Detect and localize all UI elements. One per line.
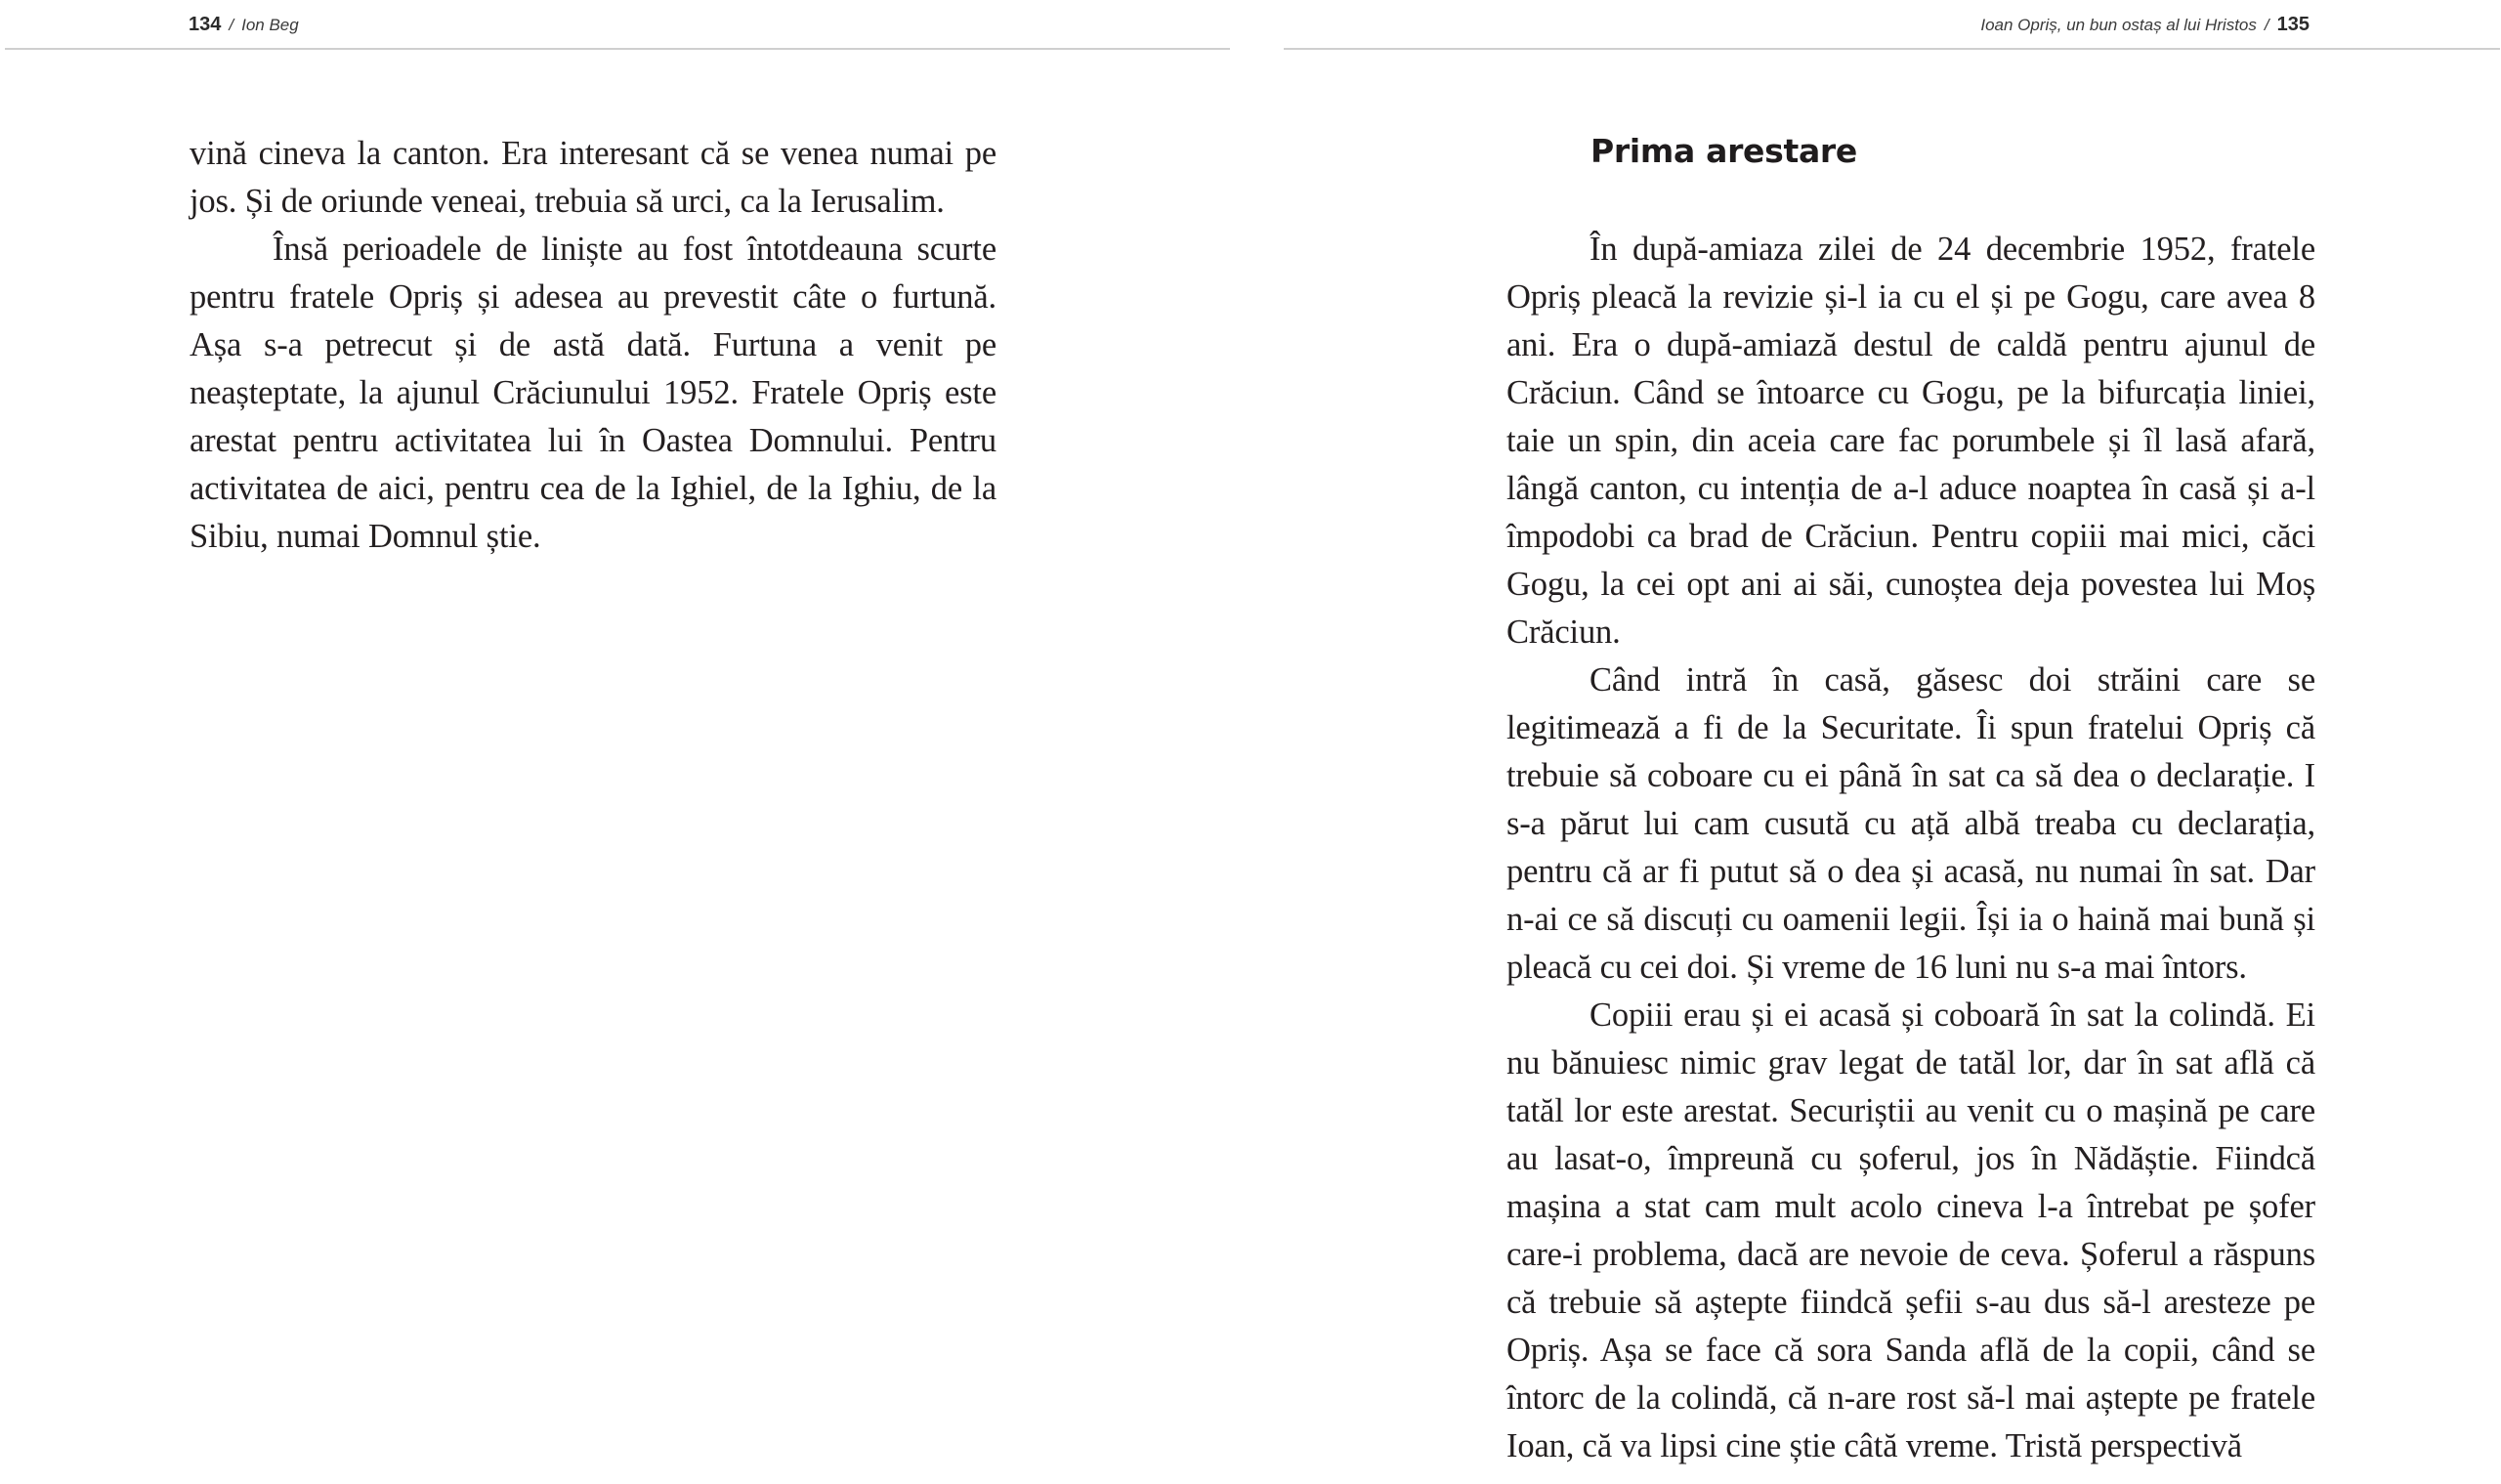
chapter-title: Prima arestare [1590,132,1857,170]
book-title: Ioan Opriș, un bun ostaș al lui Hristos [1980,16,2257,34]
paragraph: Când intră în casă, găsesc doi străini care se legitimează a fi de la Securitate. Îi spun fratelui Opriș că trebuie să coboare cu ei până în sat ca să dea o declarație. I s-a părut lui cam cusută cu ață albă treaba cu declarația, pentru că ar fi putut să o dea și acasă, nu numai în sat. Dar n-ai ce să discuți cu oamenii legii. Își ia o haină mai bună și pleacă cu cei doi. Și vreme de 16 luni nu s-a mai întors. [1506,661,2315,986]
header-rule [1284,48,2500,50]
left-page [0,0,1233,1484]
right-page [1282,0,2501,1484]
author-name: Ion Beg [241,16,299,34]
body-text [190,130,996,561]
running-head-separator: / [229,16,234,34]
page-number: 135 [2276,14,2310,35]
paragraph: Copiii erau și ei acasă și coboară în sat la colindă. Ei nu bănuiesc nimic grav legat de tatăl lor, dar în sat află că tatăl lor este arestat. Securiștii au venit cu o mașină pe care au lasat-o, împreună cu șoferul, jos în Nădăștie. Fiindcă mașina a stat cam mult acolo cineva l-a întrebat pe șofer care-i problema, dacă are nevoie de ceva. Șoferul a răspuns că trebuie să aștepte fiindcă șefii s-au dus să-l aresteze pe Opriș. Așa se face că sora Sanda află de la copii, când se întorc de la colindă, că n-are rost să-l mai aștepte pe fratele Ioan, că va lipsi cine știe câtă vreme. Tristă perspectivă [1506,996,2315,1464]
body-text [1506,226,2315,1470]
page-number: 134 [189,14,222,35]
header-rule [5,48,1230,50]
right-running-head [1980,14,2310,43]
left-running-head [189,14,299,43]
running-head-separator: / [2264,16,2269,34]
paragraph: În după-amiaza zilei de 24 decembrie 1952, fratele Opriș pleacă la revizie și-l ia cu el și pe Gogu, care avea 8 ani. Era o după-amiază destul de caldă pentru ajunul de Crăciun. Când se întoarce cu Gogu, pe la bifurcația liniei, taie un spin, din aceia care fac porumbele și îl lasă afară, lângă canton, cu intenția de a-l aduce noaptea în casă și a-l împodobi ca brad de Crăciun. Pentru copiii mai mici, căci Gogu, la cei opt ani ai săi, cunoștea deja povestea lui Moș Crăciun. [1506,231,2315,651]
paragraph: vină cineva la canton. Era interesant că se venea numai pe jos. Și de oriunde veneai, trebuia să urci, ca la Ierusalim. [190,135,996,220]
paragraph: Însă perioadele de liniște au fost întotdeauna scurte pentru fratele Opriș și adesea au prevestit câte o furtună. Așa s-a petrecut și de astă dată. Furtuna a venit pe neașteptate, la ajunul Crăciunului 1952. Fratele Opriș este arestat pentru activitatea lui în Oastea Domnului. Pentru activitatea de aici, pentru cea de la Ighiel, de la Ighiu, de la Sibiu, numai Domnul știe. [190,231,996,555]
